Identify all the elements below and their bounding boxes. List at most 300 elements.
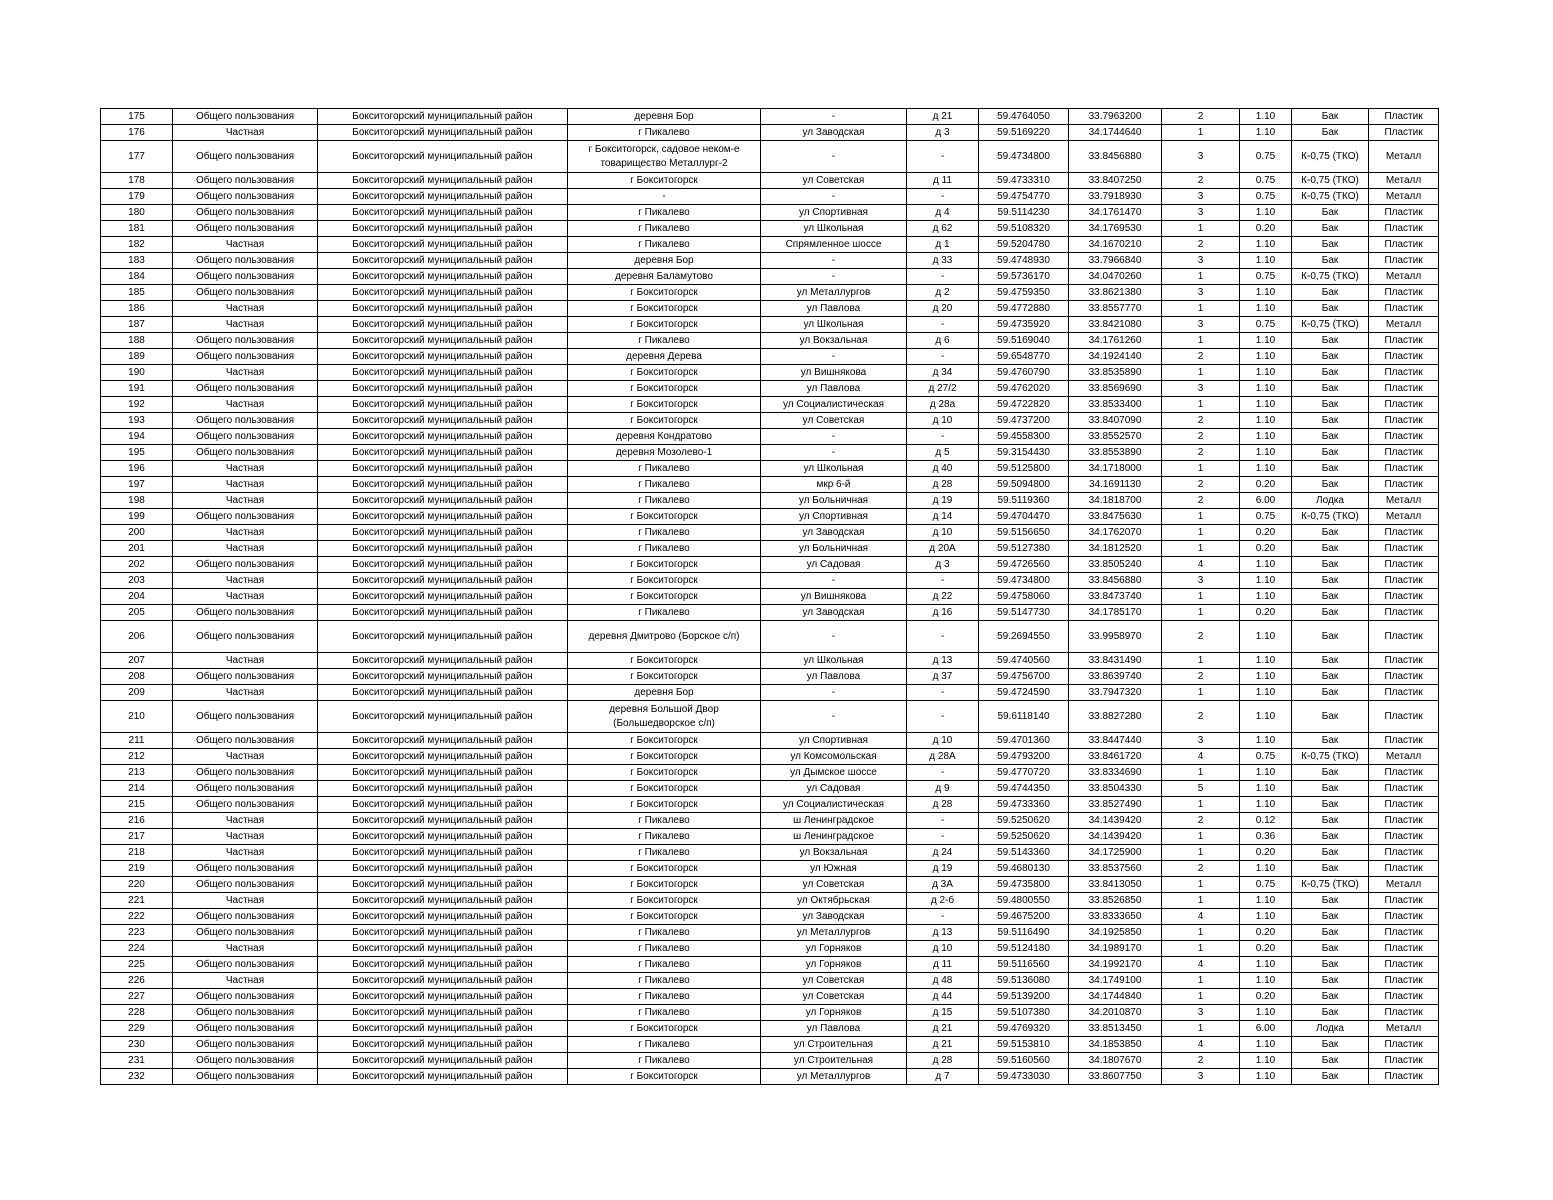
cell-row-number: 187 [101,317,173,333]
cell-street: ул Спортивная [761,509,907,525]
cell-container-type: Лодка [1292,493,1369,509]
cell-material: Пластик [1369,1053,1439,1069]
cell-container-count: 1 [1162,509,1240,525]
table-row [101,461,1439,477]
cell-district: Бокситогорский муниципальный район [318,621,568,653]
cell-material: Пластик [1369,557,1439,573]
cell-row-number: 229 [101,1021,173,1037]
cell-material: Пластик [1369,893,1439,909]
cell-district: Бокситогорский муниципальный район [318,413,568,429]
cell-volume: 0.75 [1240,317,1292,333]
cell-house: д 28А [907,749,979,765]
cell-container-count: 1 [1162,877,1240,893]
cell-settlement: г Пикалево [568,1005,761,1021]
cell-ownership: Частная [173,461,318,477]
cell-ownership: Частная [173,845,318,861]
cell-material: Пластик [1369,909,1439,925]
cell-row-number: 221 [101,893,173,909]
cell-container-count: 1 [1162,605,1240,621]
table-row [101,125,1439,141]
cell-container-count: 1 [1162,333,1240,349]
cell-house: д 20 [907,301,979,317]
cell-material: Металл [1369,189,1439,205]
cell-street: ул Советская [761,877,907,893]
cell-material: Пластик [1369,685,1439,701]
cell-container-type: Бак [1292,733,1369,749]
cell-material: Пластик [1369,781,1439,797]
cell-ownership: Общего пользования [173,349,318,365]
cell-ownership: Общего пользования [173,1053,318,1069]
cell-district: Бокситогорский муниципальный район [318,301,568,317]
table-row [101,221,1439,237]
cell-street: ул Школьная [761,461,907,477]
cell-volume: 1.10 [1240,765,1292,781]
cell-container-count: 1 [1162,589,1240,605]
cell-container-count: 1 [1162,685,1240,701]
cell-container-type: К-0,75 (ТКО) [1292,877,1369,893]
cell-street: ул Спортивная [761,205,907,221]
cell-row-number: 196 [101,461,173,477]
cell-volume: 0.36 [1240,829,1292,845]
cell-container-type: К-0,75 (ТКО) [1292,141,1369,173]
cell-settlement: г Бокситогорск [568,381,761,397]
cell-ownership: Общего пользования [173,221,318,237]
cell-house: - [907,765,979,781]
cell-district: Бокситогорский муниципальный район [318,605,568,621]
cell-ownership: Частная [173,653,318,669]
cell-row-number: 182 [101,237,173,253]
cell-district: Бокситогорский муниципальный район [318,461,568,477]
table-row [101,141,1439,173]
cell-material: Пластик [1369,589,1439,605]
cell-street: ул Комсомольская [761,749,907,765]
cell-row-number: 193 [101,413,173,429]
cell-container-type: Бак [1292,461,1369,477]
cell-latitude: 59.6118140 [979,701,1069,733]
cell-container-type: Бак [1292,685,1369,701]
cell-street: - [761,685,907,701]
table-row [101,925,1439,941]
cell-container-count: 4 [1162,749,1240,765]
cell-house: д 48 [907,973,979,989]
cell-material: Пластик [1369,861,1439,877]
cell-settlement: г Бокситогорск [568,669,761,685]
cell-material: Пластик [1369,621,1439,653]
cell-container-count: 3 [1162,381,1240,397]
cell-street: ул Вишнякова [761,589,907,605]
cell-street: ул Горняков [761,1005,907,1021]
cell-street: ул Строительная [761,1037,907,1053]
cell-longitude: 34.1761470 [1069,205,1162,221]
cell-house: д 3 [907,125,979,141]
cell-longitude: 33.7918930 [1069,189,1162,205]
cell-material: Пластик [1369,301,1439,317]
cell-settlement: деревня Бор [568,685,761,701]
cell-house: - [907,813,979,829]
cell-material: Пластик [1369,333,1439,349]
cell-settlement: - [568,189,761,205]
cell-row-number: 191 [101,381,173,397]
cell-container-count: 3 [1162,573,1240,589]
cell-district: Бокситогорский муниципальный район [318,141,568,173]
cell-latitude: 59.4744350 [979,781,1069,797]
cell-settlement: г Бокситогорск [568,797,761,813]
cell-street: ул Павлова [761,1021,907,1037]
cell-container-count: 1 [1162,125,1240,141]
cell-ownership: Общего пользования [173,1021,318,1037]
cell-volume: 0.75 [1240,877,1292,893]
cell-ownership: Общего пользования [173,925,318,941]
cell-latitude: 59.5160560 [979,1053,1069,1069]
cell-container-type: Бак [1292,909,1369,925]
cell-house: д 13 [907,653,979,669]
cell-material: Пластик [1369,477,1439,493]
cell-district: Бокситогорский муниципальный район [318,957,568,973]
cell-container-type: Бак [1292,445,1369,461]
cell-street: - [761,349,907,365]
cell-settlement: г Бокситогорск [568,557,761,573]
cell-container-count: 1 [1162,893,1240,909]
cell-container-count: 2 [1162,701,1240,733]
cell-ownership: Общего пользования [173,861,318,877]
cell-longitude: 34.1744640 [1069,125,1162,141]
cell-longitude: 34.1785170 [1069,605,1162,621]
cell-container-type: Бак [1292,861,1369,877]
cell-longitude: 33.8535890 [1069,365,1162,381]
cell-material: Пластик [1369,813,1439,829]
cell-ownership: Частная [173,941,318,957]
cell-street: ул Октябрьская [761,893,907,909]
cell-volume: 1.10 [1240,205,1292,221]
cell-district: Бокситогорский муниципальный район [318,397,568,413]
cell-settlement: г Бокситогорск [568,909,761,925]
cell-settlement: г Бокситогорск [568,509,761,525]
cell-longitude: 34.1924140 [1069,349,1162,365]
cell-row-number: 202 [101,557,173,573]
cell-longitude: 33.8505240 [1069,557,1162,573]
cell-latitude: 59.5136080 [979,973,1069,989]
cell-district: Бокситогорский муниципальный район [318,1053,568,1069]
cell-container-count: 3 [1162,189,1240,205]
cell-latitude: 59.4675200 [979,909,1069,925]
table-row [101,701,1439,733]
cell-container-type: Бак [1292,541,1369,557]
cell-row-number: 177 [101,141,173,173]
cell-row-number: 205 [101,605,173,621]
cell-material: Пластик [1369,365,1439,381]
cell-row-number: 188 [101,333,173,349]
cell-ownership: Частная [173,813,318,829]
cell-volume: 1.10 [1240,701,1292,733]
cell-volume: 1.10 [1240,669,1292,685]
cell-latitude: 59.5127380 [979,541,1069,557]
cell-settlement: г Пикалево [568,125,761,141]
cell-street: ул Садовая [761,781,907,797]
cell-latitude: 59.3154430 [979,445,1069,461]
cell-longitude: 33.8527490 [1069,797,1162,813]
cell-ownership: Частная [173,893,318,909]
cell-longitude: 33.8407250 [1069,173,1162,189]
cell-row-number: 225 [101,957,173,973]
cell-settlement: г Бокситогорск [568,173,761,189]
cell-material: Пластик [1369,925,1439,941]
cell-street: ул Школьная [761,317,907,333]
cell-row-number: 216 [101,813,173,829]
cell-container-type: К-0,75 (ТКО) [1292,269,1369,285]
cell-material: Пластик [1369,205,1439,221]
cell-row-number: 208 [101,669,173,685]
cell-district: Бокситогорский муниципальный район [318,109,568,125]
cell-material: Пластик [1369,397,1439,413]
cell-ownership: Общего пользования [173,109,318,125]
cell-container-type: Бак [1292,669,1369,685]
cell-longitude: 34.1439420 [1069,813,1162,829]
cell-longitude: 33.7963200 [1069,109,1162,125]
cell-latitude: 59.5156650 [979,525,1069,541]
cell-latitude: 59.5169220 [979,125,1069,141]
cell-house: д 14 [907,509,979,525]
cell-latitude: 59.4762020 [979,381,1069,397]
cell-house: - [907,701,979,733]
cell-street: мкр 6-й [761,477,907,493]
cell-ownership: Общего пользования [173,605,318,621]
cell-ownership: Общего пользования [173,733,318,749]
cell-house: - [907,685,979,701]
cell-ownership: Общего пользования [173,877,318,893]
cell-district: Бокситогорский муниципальный район [318,541,568,557]
cell-latitude: 59.4733360 [979,797,1069,813]
cell-district: Бокситогорский муниципальный район [318,797,568,813]
cell-container-count: 3 [1162,285,1240,301]
table-row [101,381,1439,397]
cell-material: Пластик [1369,829,1439,845]
cell-settlement: г Пикалево [568,605,761,621]
cell-container-count: 1 [1162,829,1240,845]
table-row [101,349,1439,365]
cell-district: Бокситогорский муниципальный район [318,925,568,941]
cell-material: Пластик [1369,525,1439,541]
cell-longitude: 33.8456880 [1069,141,1162,173]
cell-volume: 6.00 [1240,1021,1292,1037]
cell-ownership: Общего пользования [173,957,318,973]
cell-ownership: Частная [173,477,318,493]
cell-house: д 20А [907,541,979,557]
cell-settlement: г Бокситогорск [568,1021,761,1037]
cell-longitude: 33.8557770 [1069,301,1162,317]
cell-longitude: 34.1807670 [1069,1053,1162,1069]
cell-row-number: 176 [101,125,173,141]
cell-district: Бокситогорский муниципальный район [318,125,568,141]
cell-volume: 0.75 [1240,141,1292,173]
table-row [101,525,1439,541]
cell-settlement: г Бокситогорск [568,893,761,909]
cell-ownership: Частная [173,365,318,381]
cell-row-number: 206 [101,621,173,653]
cell-longitude: 33.8569690 [1069,381,1162,397]
cell-container-count: 1 [1162,269,1240,285]
cell-row-number: 204 [101,589,173,605]
cell-row-number: 183 [101,253,173,269]
table-row [101,493,1439,509]
cell-latitude: 59.4754770 [979,189,1069,205]
cell-longitude: 33.8504330 [1069,781,1162,797]
table-row [101,973,1439,989]
cell-settlement: г Пикалево [568,237,761,253]
cell-latitude: 59.4772880 [979,301,1069,317]
table-row [101,397,1439,413]
cell-material: Пластик [1369,653,1439,669]
table-row [101,861,1439,877]
cell-street: ул Школьная [761,221,907,237]
cell-volume: 0.75 [1240,749,1292,765]
cell-container-count: 2 [1162,429,1240,445]
table-row [101,573,1439,589]
cell-volume: 1.10 [1240,365,1292,381]
cell-street: ул Советская [761,973,907,989]
cell-latitude: 59.4680130 [979,861,1069,877]
table-row [101,333,1439,349]
cell-row-number: 190 [101,365,173,381]
cell-ownership: Общего пользования [173,701,318,733]
cell-ownership: Частная [173,541,318,557]
cell-latitude: 59.5143360 [979,845,1069,861]
cell-ownership: Частная [173,125,318,141]
cell-settlement: деревня Дерева [568,349,761,365]
table-row [101,1005,1439,1021]
cell-row-number: 210 [101,701,173,733]
cell-ownership: Общего пользования [173,1037,318,1053]
cell-container-count: 1 [1162,221,1240,237]
cell-row-number: 228 [101,1005,173,1021]
cell-container-type: Бак [1292,301,1369,317]
cell-volume: 1.10 [1240,621,1292,653]
cell-volume: 1.10 [1240,957,1292,973]
cell-ownership: Общего пользования [173,205,318,221]
cell-street: ул Советская [761,413,907,429]
cell-longitude: 33.8407090 [1069,413,1162,429]
cell-ownership: Частная [173,525,318,541]
cell-ownership: Общего пользования [173,1069,318,1085]
cell-house: д 15 [907,1005,979,1021]
cell-street: - [761,109,907,125]
cell-longitude: 33.8461720 [1069,749,1162,765]
cell-settlement: деревня Кондратово [568,429,761,445]
cell-material: Пластик [1369,125,1439,141]
cell-container-count: 1 [1162,1021,1240,1037]
cell-house: д 10 [907,525,979,541]
cell-house: д 10 [907,733,979,749]
cell-container-type: Бак [1292,125,1369,141]
table-row [101,1021,1439,1037]
cell-street: - [761,701,907,733]
cell-container-type: Бак [1292,605,1369,621]
cell-volume: 0.20 [1240,525,1292,541]
cell-container-type: Лодка [1292,1021,1369,1037]
cell-volume: 1.10 [1240,909,1292,925]
cell-volume: 1.10 [1240,109,1292,125]
cell-settlement: г Бокситогорск [568,749,761,765]
cell-latitude: 59.4758060 [979,589,1069,605]
cell-house: - [907,909,979,925]
cell-settlement: г Бокситогорск [568,301,761,317]
cell-street: ул Социалистическая [761,397,907,413]
cell-material: Металл [1369,269,1439,285]
cell-longitude: 34.1818700 [1069,493,1162,509]
cell-house: д 2-б [907,893,979,909]
cell-house: д 22 [907,589,979,605]
cell-latitude: 59.4724590 [979,685,1069,701]
cell-ownership: Общего пользования [173,269,318,285]
cell-street: ул Дымское шоссе [761,765,907,781]
cell-container-count: 1 [1162,765,1240,781]
cell-volume: 0.75 [1240,173,1292,189]
table-body [101,109,1439,1085]
cell-latitude: 59.5107380 [979,1005,1069,1021]
cell-container-type: Бак [1292,989,1369,1005]
cell-street: ул Заводская [761,605,907,621]
cell-container-type: Бак [1292,1037,1369,1053]
cell-longitude: 33.8333650 [1069,909,1162,925]
cell-longitude: 33.9958970 [1069,621,1162,653]
cell-container-type: Бак [1292,349,1369,365]
cell-ownership: Частная [173,589,318,605]
cell-settlement: деревня Большой Двор (Большедворское с/п) [568,701,761,733]
cell-longitude: 33.8447440 [1069,733,1162,749]
cell-street: - [761,429,907,445]
cell-material: Пластик [1369,973,1439,989]
cell-longitude: 33.8552570 [1069,429,1162,445]
cell-house: д 19 [907,861,979,877]
table-row [101,813,1439,829]
cell-settlement: г Бокситогорск [568,733,761,749]
cell-district: Бокситогорский муниципальный район [318,765,568,781]
table-row [101,189,1439,205]
cell-street: ул Больничная [761,541,907,557]
cell-container-count: 2 [1162,349,1240,365]
cell-container-type: Бак [1292,957,1369,973]
cell-row-number: 195 [101,445,173,461]
cell-material: Пластик [1369,845,1439,861]
cell-settlement: г Бокситогорск [568,365,761,381]
table-row [101,509,1439,525]
cell-longitude: 33.8827280 [1069,701,1162,733]
cell-container-type: Бак [1292,845,1369,861]
cell-container-type: Бак [1292,205,1369,221]
cell-container-count: 2 [1162,413,1240,429]
cell-house: д 6 [907,333,979,349]
cell-street: - [761,141,907,173]
cell-container-count: 3 [1162,253,1240,269]
cell-container-type: Бак [1292,573,1369,589]
cell-material: Металл [1369,317,1439,333]
table-row [101,829,1439,845]
cell-latitude: 59.4722820 [979,397,1069,413]
cell-longitude: 34.1925850 [1069,925,1162,941]
cell-volume: 0.20 [1240,989,1292,1005]
cell-settlement: г Пикалево [568,493,761,509]
cell-latitude: 59.5153810 [979,1037,1069,1053]
cell-row-number: 209 [101,685,173,701]
cell-house: д 16 [907,605,979,621]
cell-container-count: 2 [1162,477,1240,493]
cell-material: Пластик [1369,541,1439,557]
cell-district: Бокситогорский муниципальный район [318,733,568,749]
cell-container-type: К-0,75 (ТКО) [1292,749,1369,765]
cell-latitude: 59.4793200 [979,749,1069,765]
cell-longitude: 34.2010870 [1069,1005,1162,1021]
cell-latitude: 59.5119360 [979,493,1069,509]
cell-container-count: 4 [1162,957,1240,973]
